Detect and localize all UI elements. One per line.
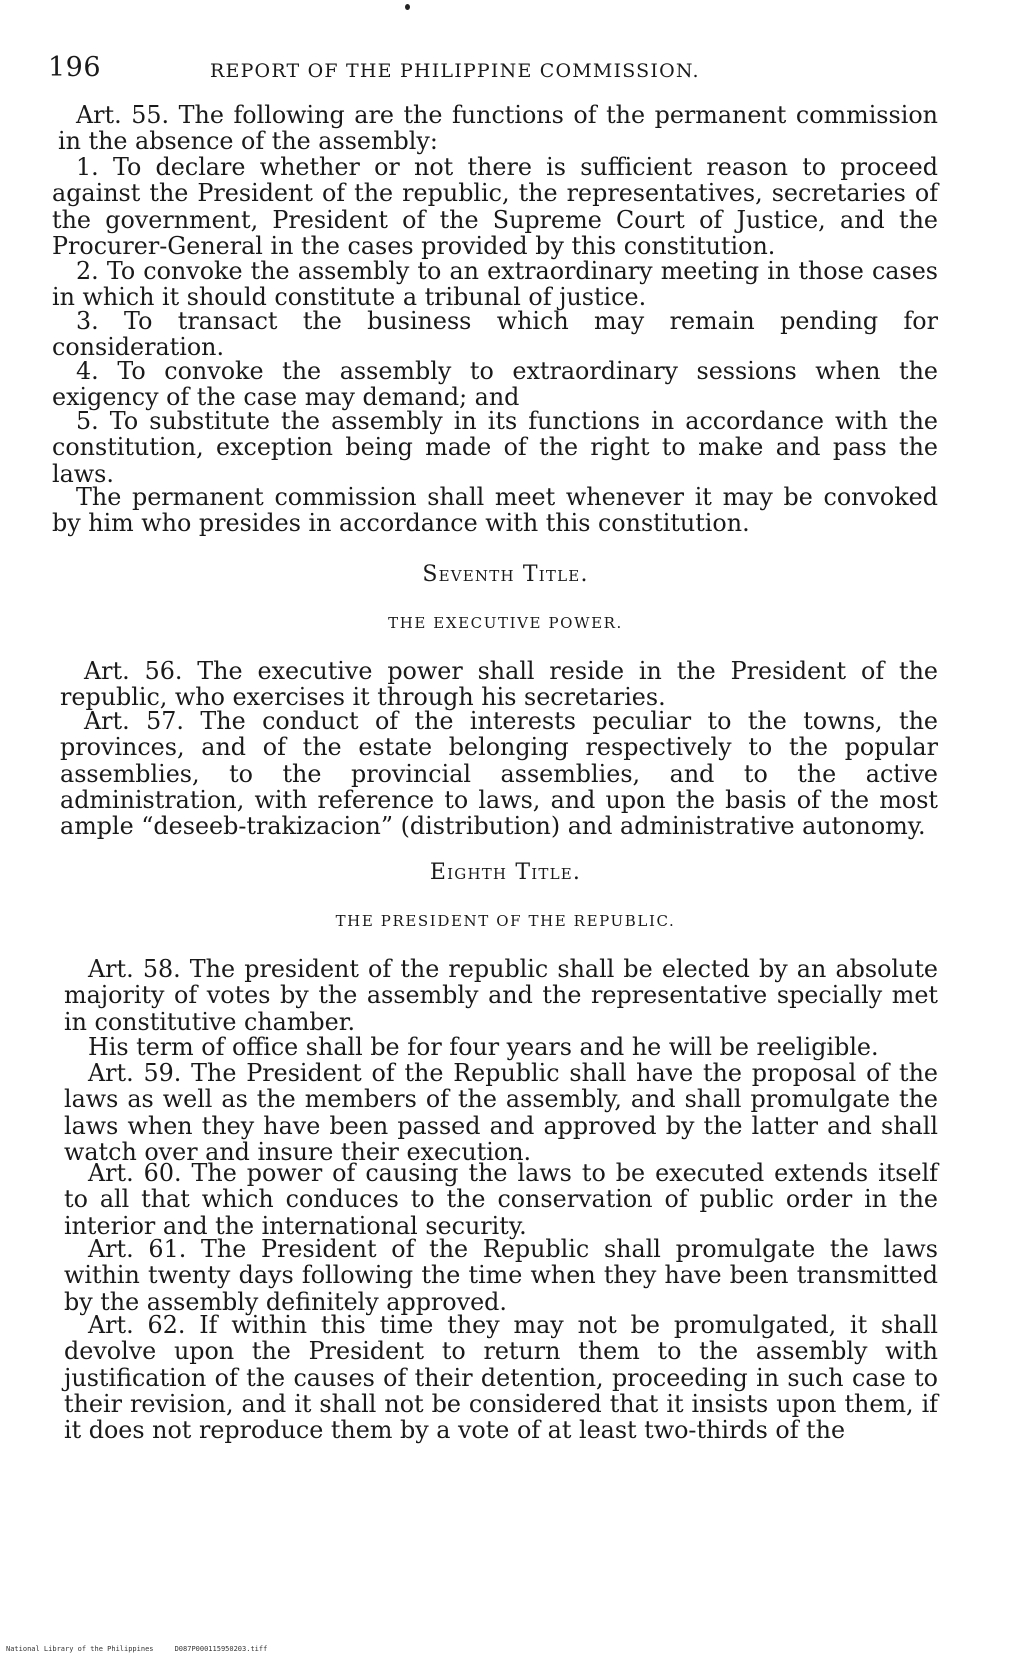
clause-5: 5. To substitute the assembly in its functions in accordance with the constitution, exception being made of the right to make and pass the laws. (52, 407, 938, 488)
footer-file-ref: D087P000115950203.tiff (174, 1645, 268, 1653)
paragraph-art-56: Art. 56. The executive power shall reside in the President of the republic, who exercises it through his secretaries. (60, 657, 938, 712)
subtitle-executive-power: THE EXECUTIVE POWER. (388, 614, 623, 632)
paragraph-term-of-office: His term of office shall be for four years and he will be reeligible. (88, 1033, 879, 1061)
clause-3: 3. To transact the business which may remain pending for consideration. (52, 307, 938, 362)
subtitle-president: THE PRESIDENT OF THE REPUBLIC. (335, 912, 676, 930)
title-seventh: Seventh Title. (422, 562, 589, 587)
clause-1: 1. To declare whether or not there is sufficient reason to proceed against the President of the republic, the representatives, secretaries of the government, President of the Supreme Court of Justice, and the Procurer-General in the cases provided by this constitution. (52, 153, 938, 260)
paragraph-art-55: Art. 55. The following are the functions of the permanent commission in the absence of the assembly: (58, 101, 938, 156)
paragraph-art-57: Art. 57. The conduct of the interests peculiar to the towns, the provinces, and of the estate belonging respectively to the popular assemblies, to the provincial assemblies, and to the active administration, with reference to laws, and upon the basis of the most ample “deseeb-trakizacion” (distribution) and administrative autonomy. (60, 707, 938, 841)
paragraph-art-58: Art. 58. The president of the republic shall be elected by an absolute majority of votes by the assembly and the representative specially met in constitutive chamber. (64, 955, 938, 1036)
running-head: REPORT OF THE PHILIPPINE COMMISSION. (210, 60, 700, 82)
scan-footer (6, 1645, 267, 1653)
title-eighth: Eighth Title. (429, 860, 582, 885)
ink-dot (405, 4, 410, 10)
paragraph-art-59: Art. 59. The President of the Republic shall have the proposal of the laws as well as the members of the assembly, and shall promulgate the laws when they have been passed and approved by the latter and shall watch over and insure their execution. (64, 1059, 938, 1166)
page-number: 196 (48, 52, 102, 83)
paragraph-art-61: Art. 61. The President of the Republic shall promulgate the laws within twenty days following the time when they have been transmitted by the assembly definitely approved. (64, 1235, 938, 1316)
clause-4: 4. To convoke the assembly to extraordinary sessions when the exigency of the case may demand; and (52, 357, 938, 412)
paragraph-permanent-commission: The permanent commission shall meet whenever it may be convoked by him who presides in accordance with this constitution. (52, 483, 938, 538)
paragraph-art-62: Art. 62. If within this time they may not be promulgated, it shall devolve upon the President to return them to the assembly with justification of the causes of their detention, proceeding in such case to their revision, and it shall not be considered that it insists upon them, if it does not reproduce them by a vote of at least two-thirds of the (64, 1311, 938, 1445)
page-header (48, 52, 948, 86)
footer-library: National Library of the Philippines (6, 1645, 154, 1653)
paragraph-art-60: Art. 60. The power of causing the laws to be executed extends itself to all that which conduces to the conservation of public order in the interior and the international security. (64, 1159, 938, 1240)
clause-2: 2. To convoke the assembly to an extraordinary meeting in those cases in which it should constitute a tribunal of justice. (52, 257, 938, 312)
